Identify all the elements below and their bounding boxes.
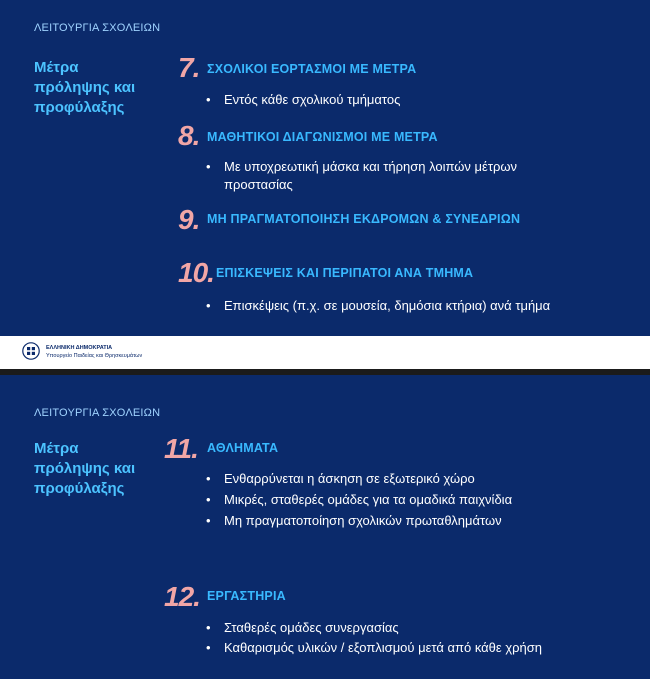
bullet-icon: • (206, 159, 211, 174)
bullet-icon: • (206, 620, 211, 635)
side-title (34, 439, 164, 499)
bullet-icon: • (206, 640, 211, 655)
bullet-icon: • (206, 471, 211, 486)
footer-ministry: Υπουργείο Παιδείας και Θρησκευμάτων (46, 353, 143, 359)
item-title: ΣΧΟΛΙΚΟΙ ΕΟΡΤΑΣΜΟΙ ΜΕ ΜΕΤΡΑ (207, 62, 417, 76)
bullet-icon: • (206, 92, 211, 107)
bullet-icon: • (206, 513, 211, 528)
side-title (34, 58, 164, 118)
item-title: ΕΠΙΣΚΕΨΕΙΣ ΚΑΙ ΠΕΡΙΠΑΤΟΙ ΑΝΑ ΤΜΗΜΑ (216, 266, 474, 280)
item-title: ΑΘΛΗΜΑΤΑ (207, 441, 279, 455)
side-title-line: πρόληψης και (34, 79, 136, 96)
side-title-line: Μέτρα (34, 440, 79, 457)
side-title-line: πρόληψης και (34, 460, 136, 477)
footer-org: ΕΛΛΗΝΙΚΗ ΔΗΜΟΚΡΑΤΙΑ (46, 345, 113, 351)
slide-2: ΛΕΙΤΟΥΡΓΙΑ ΣΧΟΛΕΙΩΝ Μέτρα πρόληψης και προφύλαξης 11. ΑΘΛΗΜΑΤΑ • Ενθαρρύνεται η άσκηση σε εξωτερικό χώρο • Μικρές, σταθερές ομάδες για τα ομαδικά παιχνίδια • Μη πραγματοποίηση σχολικών πρωταθλημάτων 12. ΕΡΓΑΣΤΗΡΙΑ • Σταθερές ομάδες συνεργασίας • Καθαρισμός υλικών / εξοπλισμού μετά από κάθε χρήση (0, 375, 650, 679)
slide-1: ΛΕΙΤΟΥΡΓΙΑ ΣΧΟΛΕΙΩΝ Μέτρα πρόληψης και προφύλαξης 7. ΣΧΟΛΙΚΟΙ ΕΟΡΤΑΣΜΟΙ ΜΕ ΜΕΤΡΑ • Εντός κάθε σχολικού τμήματος 8. ΜΑΘΗΤΙΚΟΙ ΔΙΑΓΩΝΙΣΜΟΙ ΜΕ ΜΕΤΡΑ • Με υποχρεωτική μάσκα και τήρηση λοιπών μέτρων προστασίας 9. ΜΗ ΠΡΑΓΜΑΤΟΠΟΙΗΣΗ ΕΚΔΡΟΜΩΝ & ΣΥΝΕΔΡΙΩΝ 10. ΕΠΙΣΚΕΨΕΙΣ ΚΑΙ ΠΕΡΙΠΑΤΟΙ ΑΝΑ ΤΜΗΜΑ • Επισκέψεις (π.χ. σε μουσεία, δημόσια κτήρια) ανά τμήμα (0, 0, 650, 336)
item-title: ΜΑΘΗΤΙΚΟΙ ΔΙΑΓΩΝΙΣΜΟΙ ΜΕ ΜΕΤΡΑ (207, 130, 438, 144)
section-label: ΛΕΙΤΟΥΡΓΙΑ ΣΧΟΛΕΙΩΝ (34, 22, 161, 34)
item-number: 11. (164, 433, 198, 464)
item-number: 7. (178, 52, 200, 83)
item-number: 12. (164, 581, 200, 612)
item-number: 8. (178, 120, 200, 151)
item-number: 9. (178, 204, 200, 235)
side-title-line: προφύλαξης (34, 480, 125, 497)
item-number: 10. (178, 257, 214, 288)
greek-coat-of-arms-icon (22, 342, 40, 360)
section-label: ΛΕΙΤΟΥΡΓΙΑ ΣΧΟΛΕΙΩΝ (34, 407, 161, 419)
item-title: ΜΗ ΠΡΑΓΜΑΤΟΠΟΙΗΣΗ ΕΚΔΡΟΜΩΝ & ΣΥΝΕΔΡΙΩΝ (207, 212, 521, 226)
bullet-icon: • (206, 298, 211, 313)
side-title-line: προφύλαξης (34, 99, 125, 116)
item-title: ΕΡΓΑΣΤΗΡΙΑ (207, 589, 286, 603)
bullet-icon: • (206, 492, 211, 507)
side-title-line: Μέτρα (34, 59, 79, 76)
